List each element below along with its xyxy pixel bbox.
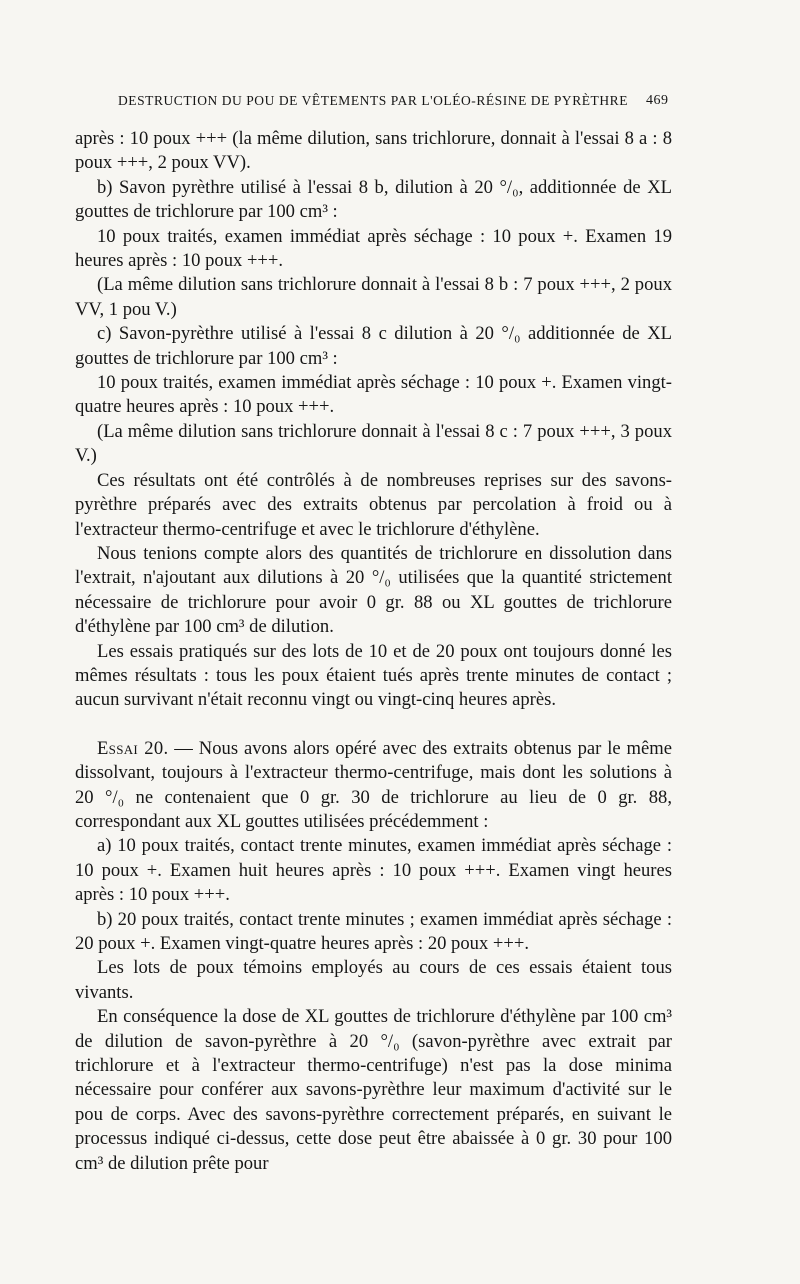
running-title: DESTRUCTION DU POU DE VÊTEMENTS PAR L'OLÉO-RÉSINE DE PYRÈTHRE — [118, 93, 628, 108]
paragraph: 10 poux traités, examen immédiat après séchage : 10 poux +. Examen vingt-quatre heures après : 10 poux +++. — [75, 372, 672, 418]
paragraph: Nous tenions compte alors des quantités de trichlorure en dissolution dans l'extrait, n'ajoutant aux dilutions à 20 °/₀ utilisées que la quantité strictement nécessaire de trichlorure pour avoir 0 gr. 88 ou XL gouttes de trichlorure d'éthylène par 100 cm³ de dilution. — [75, 542, 672, 638]
paragraph: 10 poux traités, examen immédiat après séchage : 10 poux +. Examen 19 heures après : 10 poux +++. — [75, 225, 672, 272]
page-number: 469 — [646, 93, 669, 108]
paragraph: c) Savon-pyrèthre utilisé à l'essai 8 c dilution à 20 °/₀ additionnée de XL gouttes de trichlorure par 100 cm³ : — [75, 323, 672, 369]
paragraph: (La même dilution sans trichlorure donnait à l'essai 8 b : 7 poux +++, 2 poux VV, 1 pou V.) — [75, 274, 672, 320]
section-gap — [75, 713, 672, 737]
paragraph: (La même dilution sans trichlorure donnait à l'essai 8 c : 7 poux +++, 3 poux V.) — [75, 420, 672, 467]
paragraph: Ces résultats ont été contrôlés à de nombreuses reprises sur des savons-pyrèthre préparés avec des extraits obtenus par percolation à froid ou à l'extracteur thermo-centrifuge et avec le trichlorure d'éthylène. — [75, 469, 672, 540]
essai-heading: Essai 20. — [97, 737, 169, 759]
paragraph: Les lots de poux témoins employés au cours de ces essais étaient tous vivants. — [75, 957, 672, 1003]
paragraph: après : 10 poux +++ (la même dilution, sans trichlorure, donnait à l'essai 8 a : 8 poux +++, 2 poux VV). — [75, 128, 672, 174]
running-head — [0, 93, 800, 113]
paragraph: Les essais pratiqués sur des lots de 10 et de 20 poux ont toujours donné les mêmes résultats : tous les poux étaient tués après trente minutes de contact ; aucun survivant n'était reconnu vingt ou vingt-cinq heures après. — [75, 640, 672, 711]
paragraph: b) Savon pyrèthre utilisé à l'essai 8 b, dilution à 20 °/₀, additionnée de XL gouttes de trichlorure par 100 cm³ : — [75, 176, 672, 223]
paragraph-essai-20 — [75, 737, 672, 835]
paragraph: b) 20 poux traités, contact trente minutes ; examen immédiat après séchage : 20 poux +. Examen vingt-quatre heures après : 20 poux +++. — [75, 908, 672, 954]
essai-text: — Nous avons alors opéré avec des extraits obtenus par le même dissolvant, toujours à l'extracteur thermo-centrifuge, mais dont les solutions à 20 °/₀ ne contenaient que 0 gr. 30 de trichlorure au lieu de 0 gr. 88, correspondant aux XL gouttes utilisées précédemment : — [75, 737, 672, 832]
body-text — [75, 127, 672, 1176]
paragraph: a) 10 poux traités, contact trente minutes, examen immédiat après séchage : 10 poux +. Examen huit heures après : 10 poux +++. Examen vingt heures après : 10 poux +++. — [75, 835, 672, 906]
paragraph: En conséquence la dose de XL gouttes de trichlorure d'éthylène par 100 cm³ de dilution de savon-pyrèthre à 20 °/₀ (savon-pyrèthre avec extrait par trichlorure et à l'extracteur thermo-centrifuge) n'est pas la dose minima nécessaire pour conférer aux savons-pyrèthre leur maximum d'activité sur le pou de corps. Avec des savons-pyrèthre correctement préparés, en suivant le processus indiqué ci-dessus, cette dose peut être abaissée à 0 gr. 30 pour 100 cm³ de dilution prête pour — [75, 1006, 672, 1174]
